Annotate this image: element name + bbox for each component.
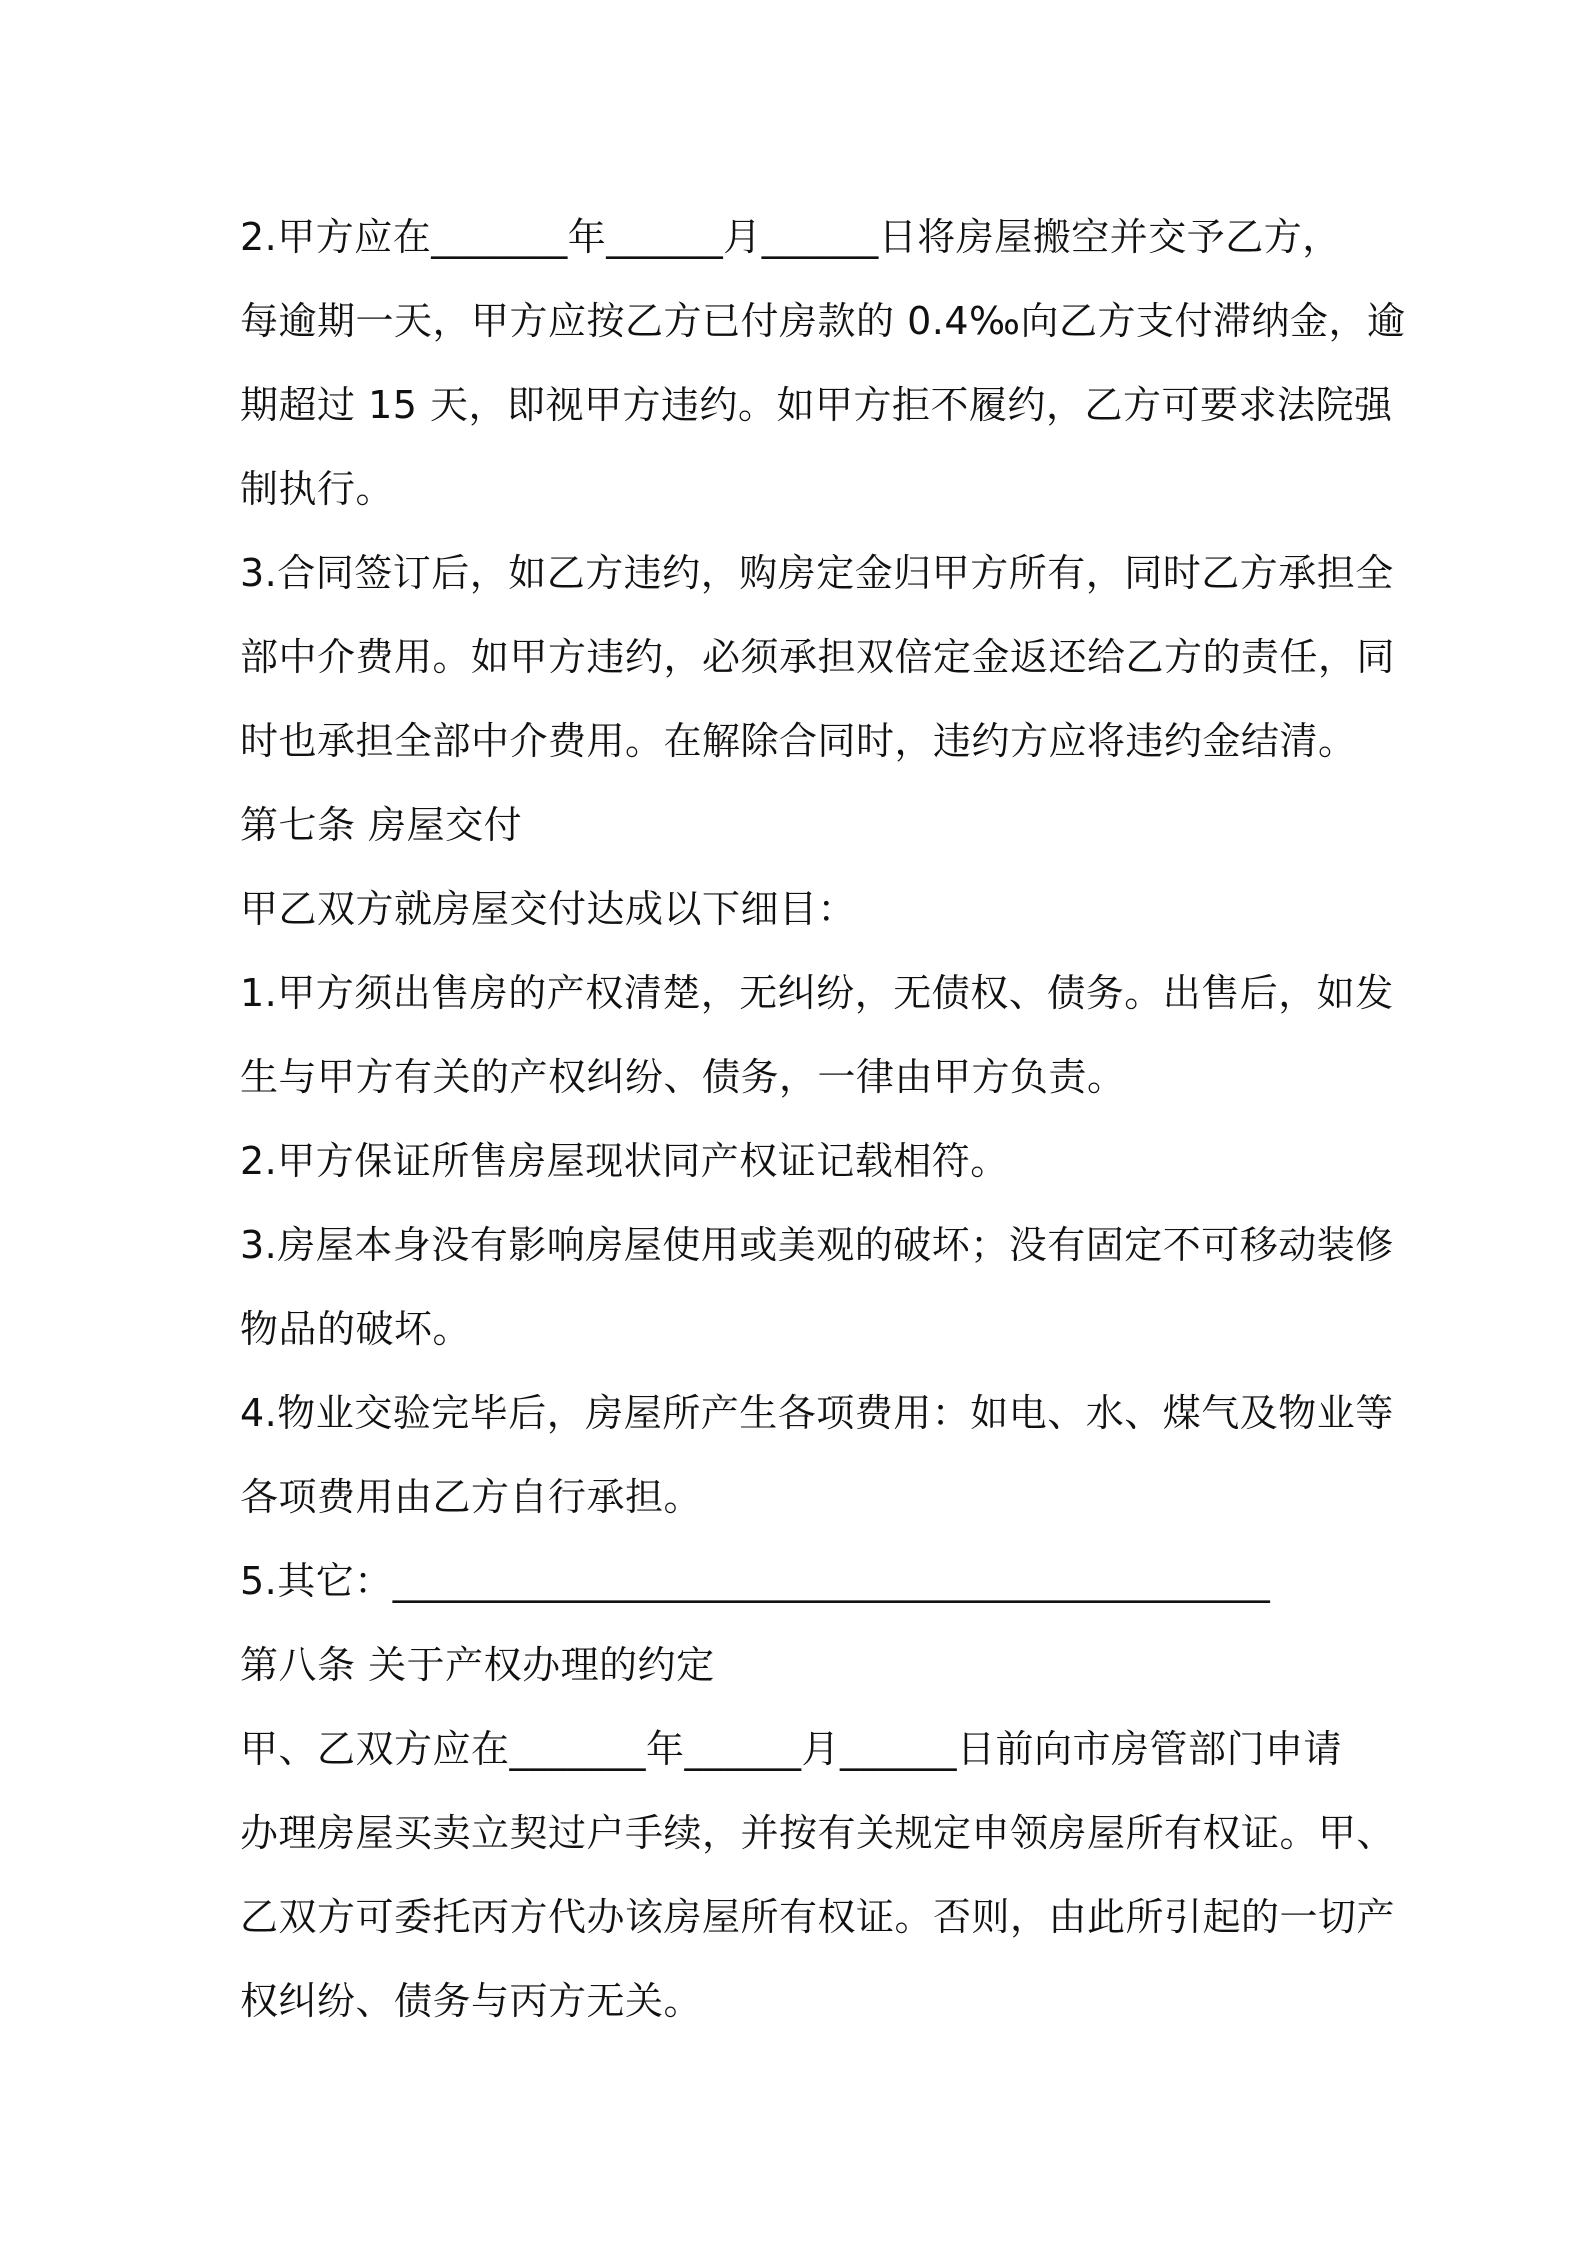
text-line: 办理房屋买卖立契过户手续，并按有关规定申领房屋所有权证。甲、 xyxy=(240,1811,1396,1855)
text-line: 3.房屋本身没有影响房屋使用或美观的破坏；没有固定不可移动装修 xyxy=(240,1223,1394,1267)
text-line: 甲乙双方就房屋交付达成以下细目： xyxy=(240,887,857,931)
text-line: 时也承担全部中介费用。在解除合同时，违约方应将违约金结清。 xyxy=(240,719,1357,763)
text-line: 生与甲方有关的产权纠纷、债务，一律由甲方负责。 xyxy=(240,1055,1126,1099)
section-heading-article-7: 第七条 房屋交付 xyxy=(240,803,523,847)
text-line: 权纠纷、债务与丙方无关。 xyxy=(240,1979,703,2023)
text-line: 各项费用由乙方自行承担。 xyxy=(240,1475,703,1519)
text-line: 5.其它：_____________________________________________ xyxy=(240,1559,1271,1603)
text-line: 期超过 15 天，即视甲方违约。如甲方拒不履约，乙方可要求法院强 xyxy=(240,383,1393,427)
text-line: 物品的破坏。 xyxy=(240,1307,472,1351)
section-heading-article-8: 第八条 关于产权办理的约定 xyxy=(240,1643,715,1687)
text-line: 部中介费用。如甲方违约，必须承担双倍定金返还给乙方的责任，同 xyxy=(240,635,1396,679)
text-line: 每逾期一天，甲方应按乙方已付房款的 0.4‰向乙方支付滞纳金，逾 xyxy=(240,299,1406,343)
text-line: 1.甲方须出售房的产权清楚，无纠纷，无债权、债务。出售后，如发 xyxy=(240,971,1394,1015)
text-line: 2.甲方应在_______年______月______日将房屋搬空并交予乙方， xyxy=(240,215,1341,259)
text-line: 甲、乙双方应在_______年______月______日前向市房管部门申请 xyxy=(240,1727,1343,1771)
text-line: 制执行。 xyxy=(240,467,395,511)
text-line: 3.合同签订后，如乙方违约，购房定金归甲方所有，同时乙方承担全 xyxy=(240,551,1394,595)
document-body xyxy=(240,195,1406,2043)
text-line: 4.物业交验完毕后，房屋所产生各项费用：如电、水、煤气及物业等 xyxy=(240,1391,1394,1435)
text-line: 2.甲方保证所售房屋现状同产权证记载相符。 xyxy=(240,1139,1009,1183)
text-line: 乙双方可委托丙方代办该房屋所有权证。否则，由此所引起的一切产 xyxy=(240,1895,1396,1939)
